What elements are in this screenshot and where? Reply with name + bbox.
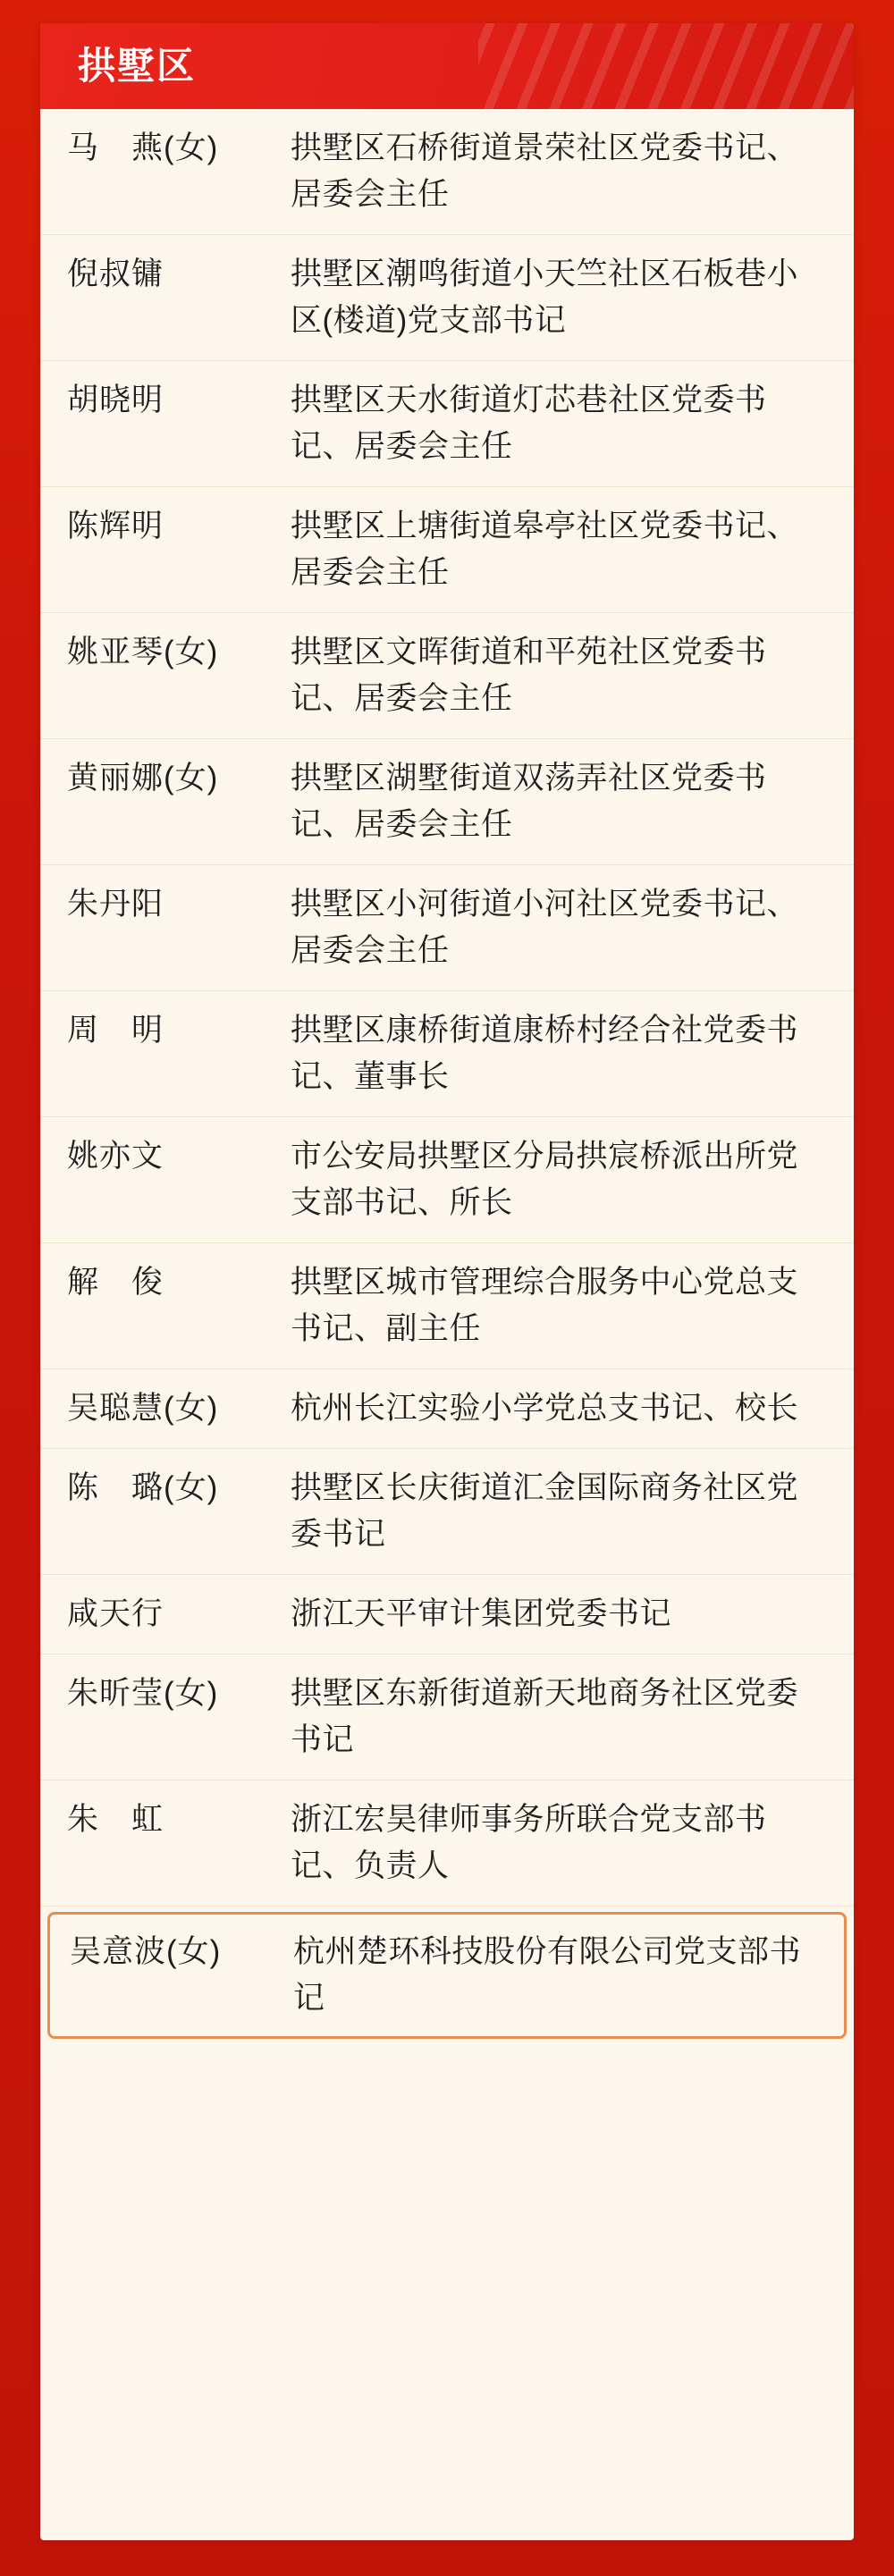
honoree-title: 拱墅区城市管理综合服务中心党总支书记、副主任 [291, 1265, 799, 1346]
district-list-card [40, 23, 854, 2540]
list-item [40, 1654, 854, 1780]
honoree-title: 拱墅区石桥街道景荣社区党委书记、居委会主任 [291, 130, 799, 212]
list-item [40, 1780, 854, 1907]
list-item [40, 865, 854, 991]
list-item [40, 487, 854, 613]
honoree-name: 姚亚琴(女) [67, 635, 219, 669]
list-item [40, 235, 854, 361]
honoree-name: 解 俊 [67, 1265, 164, 1300]
honoree-name: 黄丽娜(女) [67, 761, 219, 796]
list-item [40, 1369, 854, 1449]
list-item [40, 1575, 854, 1654]
honoree-name: 周 明 [67, 1013, 164, 1048]
honoree-name: 姚亦文 [67, 1139, 164, 1174]
page-title: 拱墅区 [78, 45, 197, 87]
list-item [40, 1449, 854, 1575]
list-item [40, 1117, 854, 1243]
honoree-name: 吴意波(女) [70, 1934, 222, 1969]
honoree-title: 拱墅区湖墅街道双荡弄社区党委书记、居委会主任 [291, 761, 767, 842]
honoree-title: 市公安局拱墅区分局拱宸桥派出所党支部书记、所长 [291, 1139, 799, 1220]
honoree-name: 胡晓明 [67, 383, 164, 417]
card-header [40, 23, 854, 109]
honoree-name: 倪叔镛 [67, 257, 164, 291]
honoree-title: 浙江天平审计集团党委书记 [291, 1596, 672, 1631]
honoree-name: 咸天行 [67, 1596, 164, 1631]
honoree-title: 拱墅区天水街道灯芯巷社区党委书记、居委会主任 [291, 383, 767, 464]
honoree-name: 陈 璐(女) [67, 1470, 219, 1505]
honoree-name: 朱昕莹(女) [67, 1676, 219, 1711]
honoree-title: 拱墅区上塘街道皋亭社区党委书记、居委会主任 [291, 509, 799, 590]
honoree-name: 朱 虹 [67, 1802, 164, 1837]
list-item [40, 991, 854, 1117]
list-item [40, 361, 854, 487]
honoree-name: 吴聪慧(女) [67, 1391, 219, 1426]
list-item [40, 1243, 854, 1369]
honoree-name: 马 燕(女) [67, 130, 219, 165]
honoree-title: 拱墅区小河街道小河社区党委书记、居委会主任 [291, 887, 799, 968]
list-item [40, 613, 854, 739]
honoree-title: 拱墅区潮鸣街道小天竺社区石板巷小区(楼道)党支部书记 [291, 257, 799, 338]
honoree-title: 杭州长江实验小学党总支书记、校长 [291, 1391, 799, 1426]
honoree-title: 浙江宏昊律师事务所联合党支部书记、负责人 [291, 1802, 767, 1883]
honoree-title: 杭州楚环科技股份有限公司党支部书记 [293, 1934, 802, 2016]
honoree-list [40, 109, 854, 2039]
list-item [40, 109, 854, 235]
honoree-title: 拱墅区长庆街道汇金国际商务社区党委书记 [291, 1470, 799, 1552]
list-item [40, 739, 854, 865]
honoree-title: 拱墅区康桥街道康桥村经合社党委书记、董事长 [291, 1013, 799, 1094]
honoree-name: 朱丹阳 [67, 887, 164, 922]
honoree-title: 拱墅区文晖街道和平苑社区党委书记、居委会主任 [291, 635, 767, 716]
list-item-highlighted [47, 1912, 847, 2039]
honoree-name: 陈辉明 [67, 509, 164, 543]
honoree-title: 拱墅区东新街道新天地商务社区党委书记 [291, 1676, 799, 1757]
